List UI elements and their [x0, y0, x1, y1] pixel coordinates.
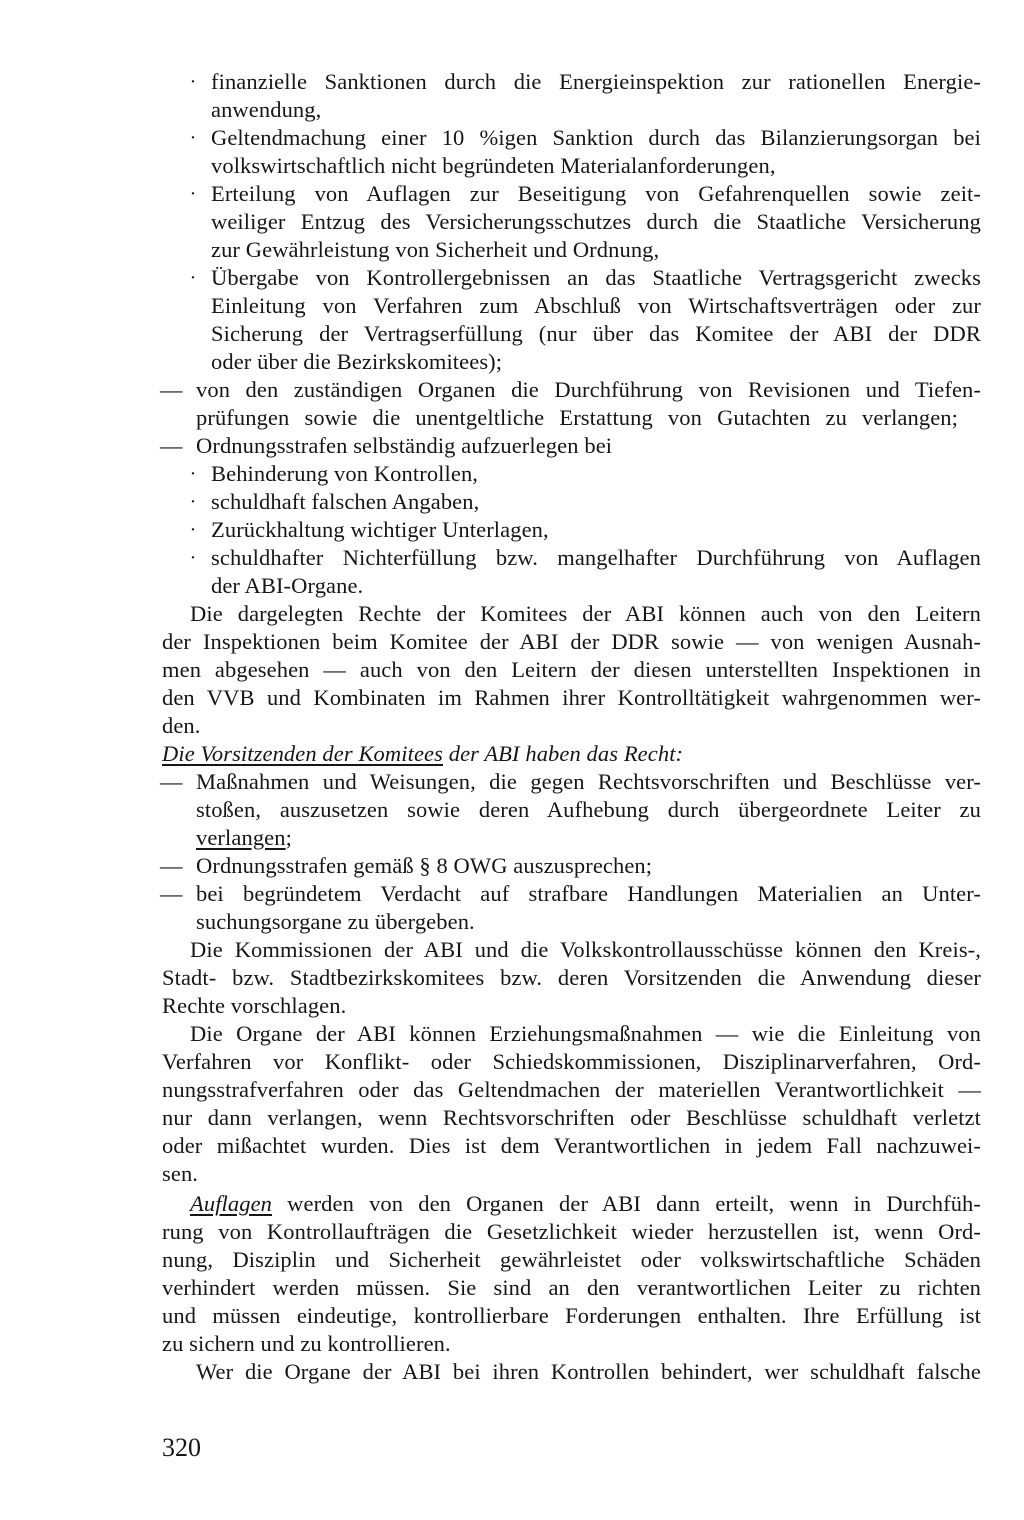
text-line: der ABI-Organe. — [211, 573, 364, 598]
text-line: anwendung, — [211, 97, 322, 122]
bullet-marker: · — [189, 127, 197, 149]
emphasized-term: Auflagen — [190, 1191, 273, 1216]
text-line: bei begründetem Verdacht auf strafbare Handlungen Materialien an Unter- — [196, 881, 981, 906]
dash-marker: — — [160, 853, 183, 878]
text-line: Geltendmachung einer 10 %igen Sanktion durch das Bilanzierungsorgan bei — [211, 125, 981, 150]
text-line: men abgesehen — auch von den Leitern der diesen unterstellten Inspektionen in — [162, 657, 981, 682]
text-line: verhindert werden müssen. Sie sind an den verantwortlichen Leiter zu richten — [162, 1275, 981, 1300]
text-line: Die dargelegten Rechte der Komitees der ABI können auch von den Leitern — [190, 601, 981, 626]
text-line: Die Kommissionen der ABI und die Volkskontrollausschüsse können den Kreis-, — [190, 937, 981, 962]
text-line: Zurückhaltung wichtiger Unterlagen, — [211, 517, 549, 542]
text-line — [196, 824, 981, 852]
text-line: stoßen, auszusetzen sowie deren Aufhebung durch übergeordnete Leiter zu — [196, 797, 981, 822]
bullet-marker: · — [189, 183, 197, 205]
text-fragment: ; — [285, 825, 292, 850]
text-line: den. — [162, 713, 201, 738]
text-line: den VVB und Kombinaten im Rahmen ihrer Kontrolltätigkeit wahrgenommen wer- — [162, 685, 981, 710]
text-line: Ordnungsstrafen gemäß § 8 OWG auszusprechen; — [196, 853, 653, 878]
text-line: von den zuständigen Organen die Durchführung von Revisionen und Tiefen- — [196, 377, 981, 402]
text-line: Stadt- bzw. Stadtbezirkskomitees bzw. deren Vorsitzenden die Anwendung dieser — [162, 965, 981, 990]
dash-marker: — — [160, 433, 183, 458]
text-line: weiliger Entzug des Versicherungsschutzes durch die Staatliche Versicherung — [211, 209, 981, 234]
bullet-marker: · — [189, 71, 197, 93]
underlined-word: verlangen — [196, 825, 286, 850]
text-line: prüfungen sowie die unentgeltliche Erstattung von Gutachten zu verlangen; — [196, 405, 958, 430]
text-line: volkswirtschaftlich nicht begründeten Materialanforderungen, — [211, 153, 776, 178]
text-line: Behinderung von Kontrollen, — [211, 461, 479, 486]
text-line: und müssen eindeutige, kontrollierbare Forderungen enthalten. Ihre Erfüllung ist — [162, 1303, 981, 1328]
text-line: Die Organe der ABI können Erziehungsmaßnahmen — wie die Einleitung von — [190, 1021, 981, 1046]
dash-marker: — — [160, 769, 183, 794]
bullet-marker: · — [189, 267, 197, 289]
text-line: oder über die Bezirkskomitees); — [211, 349, 503, 374]
text-line: finanzielle Sanktionen durch die Energieinspektion zur rationellen Energie- — [211, 69, 981, 94]
text-line: Einleitung von Verfahren zum Abschluß von Wirtschaftsverträgen oder zur — [211, 293, 981, 318]
text-line: Ordnungsstrafen selbständig aufzuerlegen bei — [196, 433, 613, 458]
text-line: nung, Disziplin und Sicherheit gewährleistet oder volkswirtschaftliche Schäden — [162, 1247, 981, 1272]
text-line: nur dann verlangen, wenn Rechtsvorschriften oder Beschlüsse schuldhaft verletzt — [162, 1105, 981, 1130]
text-line — [190, 1190, 981, 1218]
text-line: schuldhaft falschen Angaben, — [211, 489, 480, 514]
bullet-marker: · — [189, 519, 197, 541]
text-line: zur Gewährleistung von Sicherheit und Ordnung, — [211, 237, 660, 262]
text-line: Rechte vorschlagen. — [162, 993, 347, 1018]
text-fragment: werden von den Organen der ABI dann erteilt, wenn in Durchfüh- — [272, 1191, 981, 1216]
text-line: oder mißachtet wurden. Dies ist dem Verantwortlichen in jedem Fall nachzuwei- — [162, 1133, 981, 1158]
bullet-marker: · — [189, 463, 197, 485]
text-line: der Inspektionen beim Komitee der ABI der DDR sowie — von wenigen Ausnah- — [162, 629, 981, 654]
text-line: suchungsorgane zu übergeben. — [196, 909, 475, 934]
text-line: sen. — [162, 1161, 199, 1186]
bullet-marker: · — [189, 547, 197, 569]
text-line: Wer die Organe der ABI bei ihren Kontrollen behindert, wer schuldhaft falsche — [196, 1359, 981, 1384]
dash-marker: — — [160, 377, 183, 402]
heading-underlined: Die Vorsitzenden der Komitees — [162, 741, 443, 766]
text-line: Sicherung der Vertragserfüllung (nur über das Komitee der ABI der DDR — [211, 321, 981, 346]
text-line: rung von Kontrollaufträgen die Gesetzlichkeit wieder herzustellen ist, wenn Ord- — [162, 1219, 981, 1244]
section-heading — [162, 740, 981, 768]
text-line: Verfahren vor Konflikt- oder Schiedskommissionen, Disziplinarverfahren, Ord- — [162, 1049, 981, 1074]
page-number: 320 — [162, 1433, 201, 1462]
dash-marker: — — [160, 881, 183, 906]
heading-rest: der ABI haben das Recht: — [443, 741, 684, 766]
text-line: Erteilung von Auflagen zur Beseitigung von Gefahrenquellen sowie zeit- — [211, 181, 981, 206]
text-line: nungsstrafverfahren oder das Geltendmachen der materiellen Verantwortlichkeit — — [162, 1077, 981, 1102]
text-line: Maßnahmen und Weisungen, die gegen Rechtsvorschriften und Beschlüsse ver- — [196, 769, 981, 794]
text-line: schuldhafter Nichterfüllung bzw. mangelhafter Durchführung von Auflagen — [211, 545, 981, 570]
bullet-marker: · — [189, 491, 197, 513]
text-line: zu sichern und zu kontrollieren. — [162, 1331, 451, 1356]
text-line: Übergabe von Kontrollergebnissen an das Staatliche Vertragsgericht zwecks — [211, 265, 981, 290]
